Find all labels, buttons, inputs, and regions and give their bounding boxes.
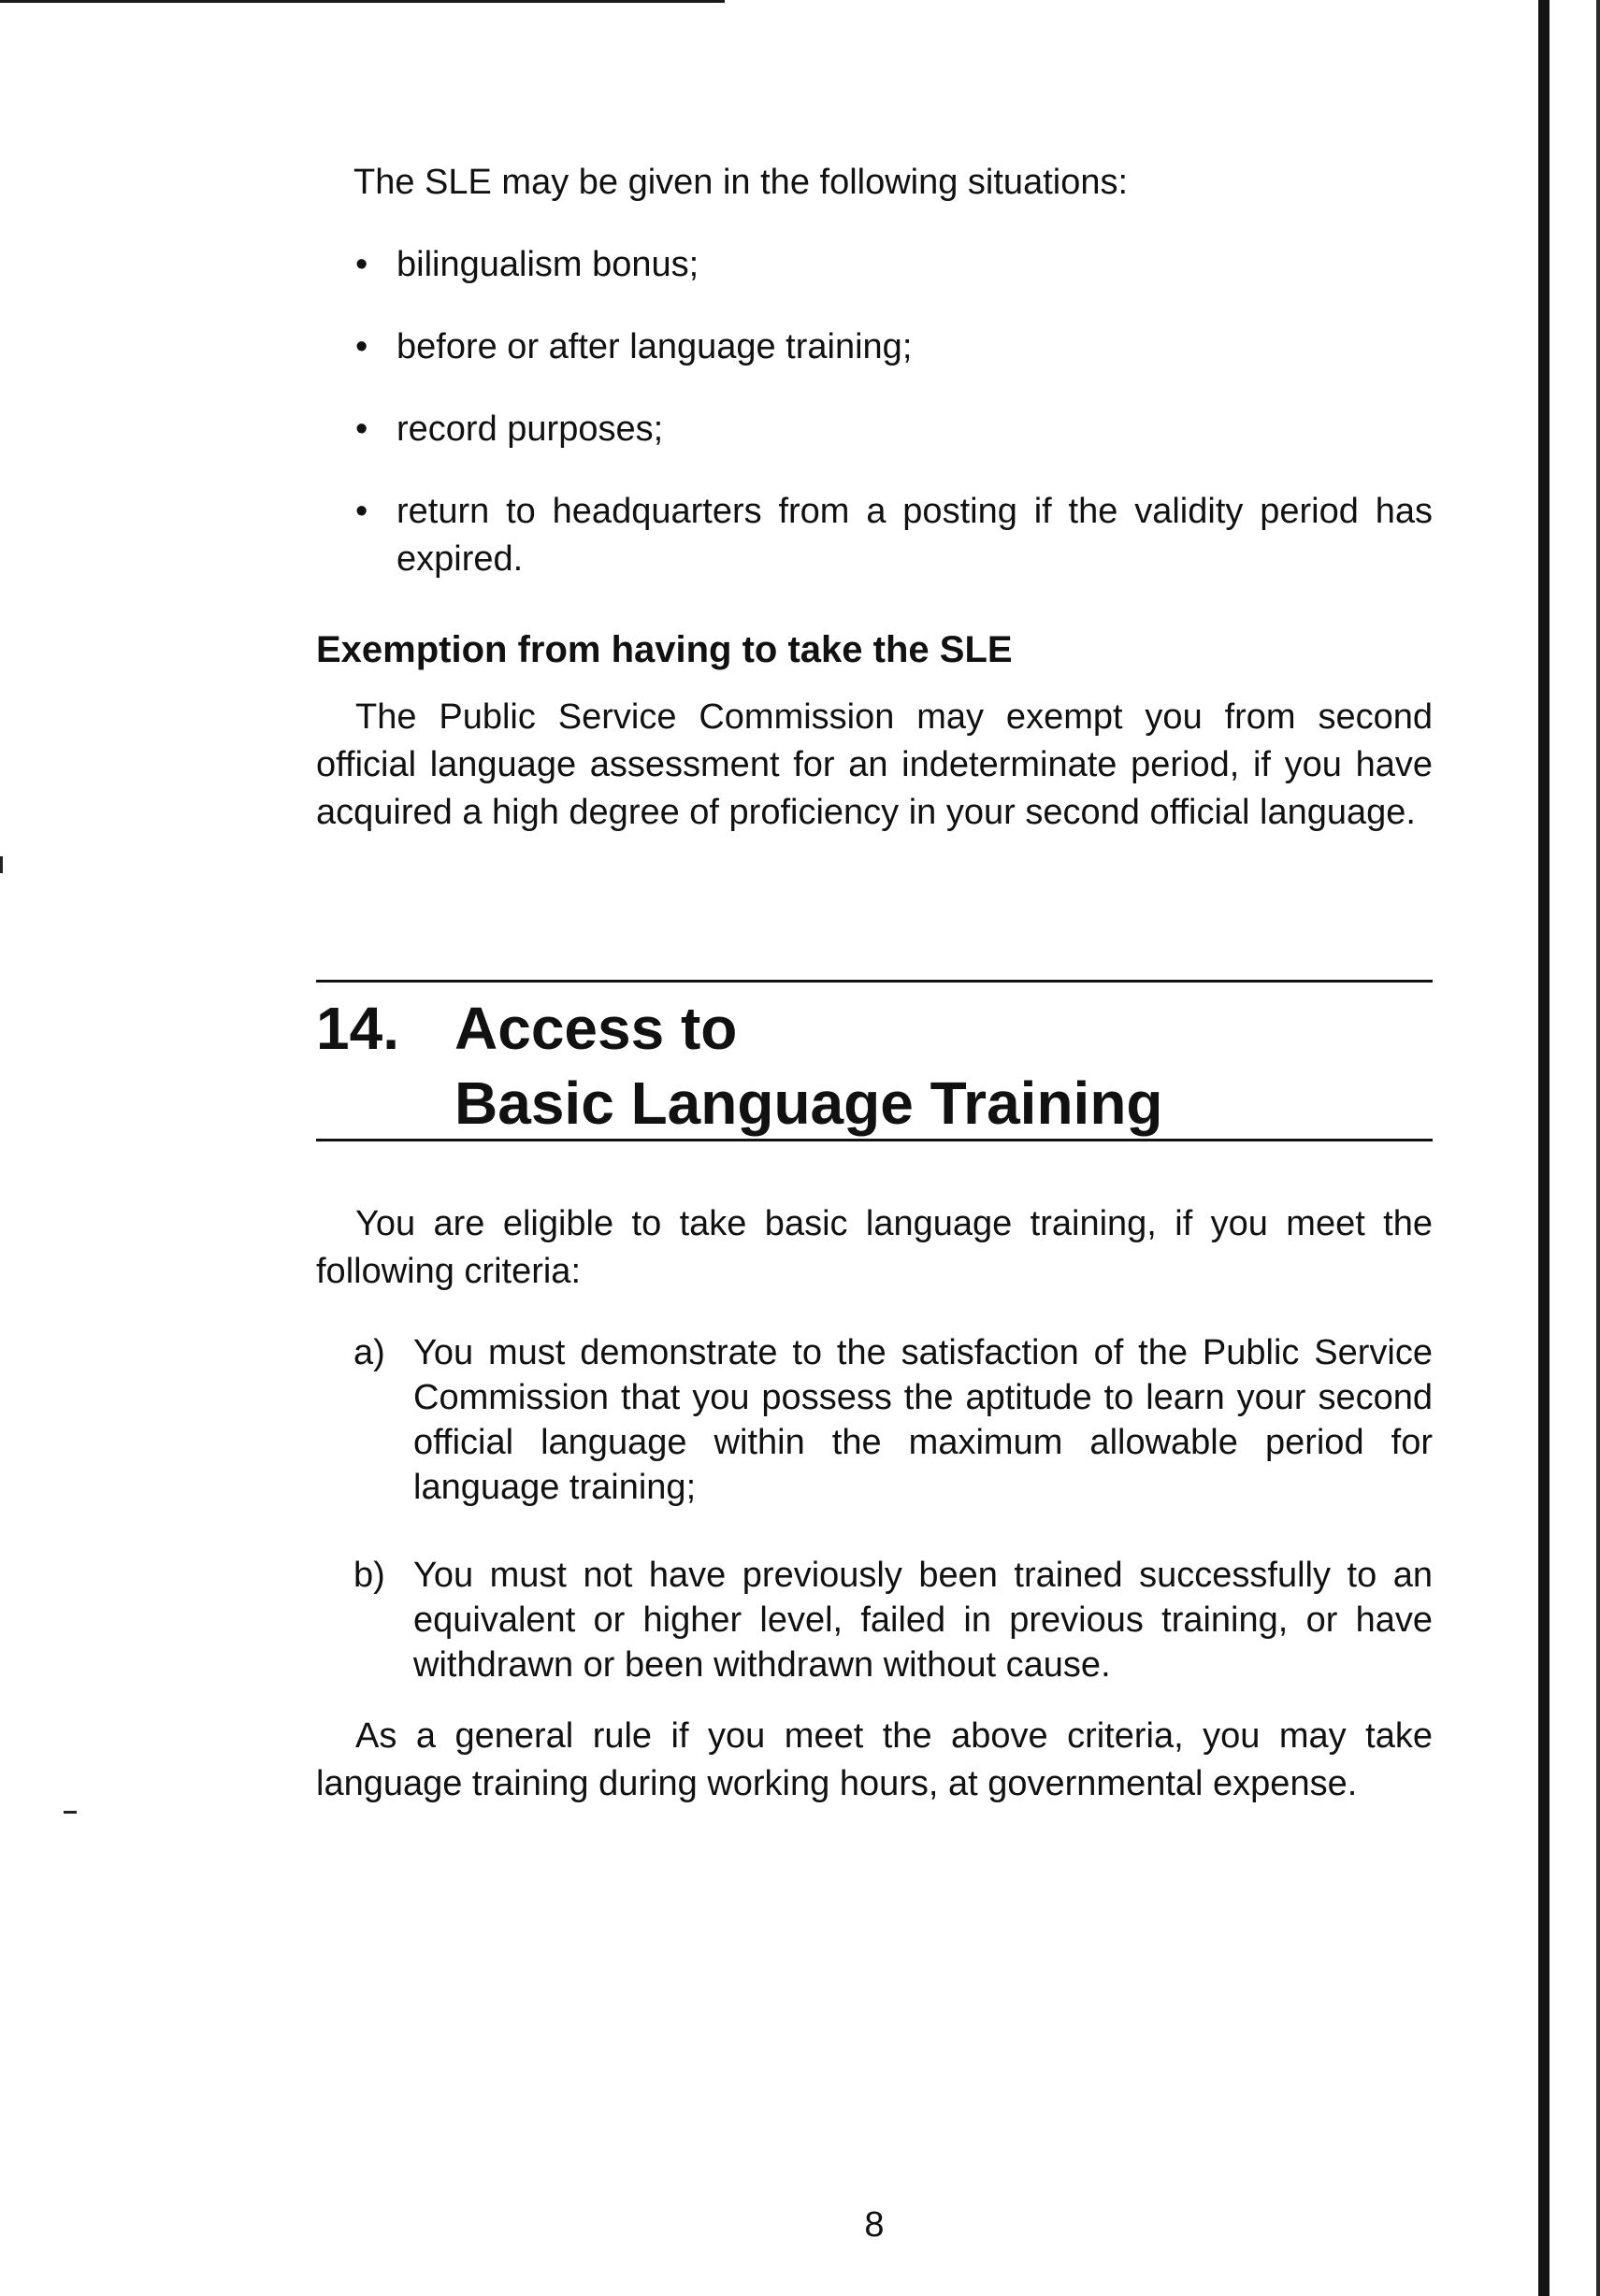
bullet-icon: • (355, 245, 368, 284)
scan-speck (64, 1811, 77, 1814)
bullet-icon: • (355, 492, 368, 531)
section-title-line-1: Access to (454, 995, 738, 1062)
page-number: 8 (864, 2205, 885, 2245)
bullet-icon: • (355, 409, 368, 449)
list-item-text: before or after language training; (396, 327, 913, 366)
criteria-list (353, 1330, 1433, 1730)
scan-speck (0, 856, 3, 873)
scan-right-edge (1596, 0, 1600, 2296)
list-item (353, 406, 1433, 453)
list-item-text: return to headquarters from a posting if the validity period has expired. (396, 492, 1433, 579)
section-top-rule (316, 980, 1433, 983)
list-item (353, 488, 1433, 583)
list-item-text: bilingualism bonus; (396, 245, 699, 284)
scan-right-border (1538, 0, 1550, 2296)
situations-list (353, 241, 1433, 618)
exemption-paragraph: The Public Service Commission may exempt you from second official language assessment for an indeterminate period, if you have acquired a high degree of proficiency in your second official language. (316, 697, 1433, 832)
criteria-text: You must demonstrate to the satisfaction of the Public Service Commission that you possess the aptitude to learn your second official language within the maximum allowable period for language training; (413, 1333, 1433, 1507)
general-rule-paragraph: As a general rule if you meet the above criteria, you may take language training during working hours, at governmental expense. (316, 1716, 1433, 1803)
exemption-heading: Exemption from having to take the SLE (316, 629, 1013, 670)
scan-top-line (0, 0, 725, 3)
bullet-icon: • (355, 327, 368, 366)
section-title-line-2: Basic Language Training (454, 1069, 1163, 1137)
list-item (353, 1330, 1433, 1510)
criteria-text: You must not have previously been trained successfully to an equivalent or higher level, failed in previous training, or have withdrawn or been withdrawn without cause. (413, 1556, 1433, 1685)
situations-intro: The SLE may be given in the following situations: (353, 163, 1129, 202)
list-item (353, 323, 1433, 371)
section-number: 14. (316, 995, 399, 1062)
list-item (353, 241, 1433, 289)
eligibility-intro: You are eligible to take basic language training, if you meet the following criteria: (316, 1204, 1433, 1291)
list-item-text: record purposes; (396, 409, 664, 449)
criteria-marker: a) (353, 1333, 385, 1372)
criteria-marker: b) (353, 1556, 385, 1595)
list-item (353, 1553, 1433, 1687)
section-bottom-rule (316, 1139, 1433, 1141)
